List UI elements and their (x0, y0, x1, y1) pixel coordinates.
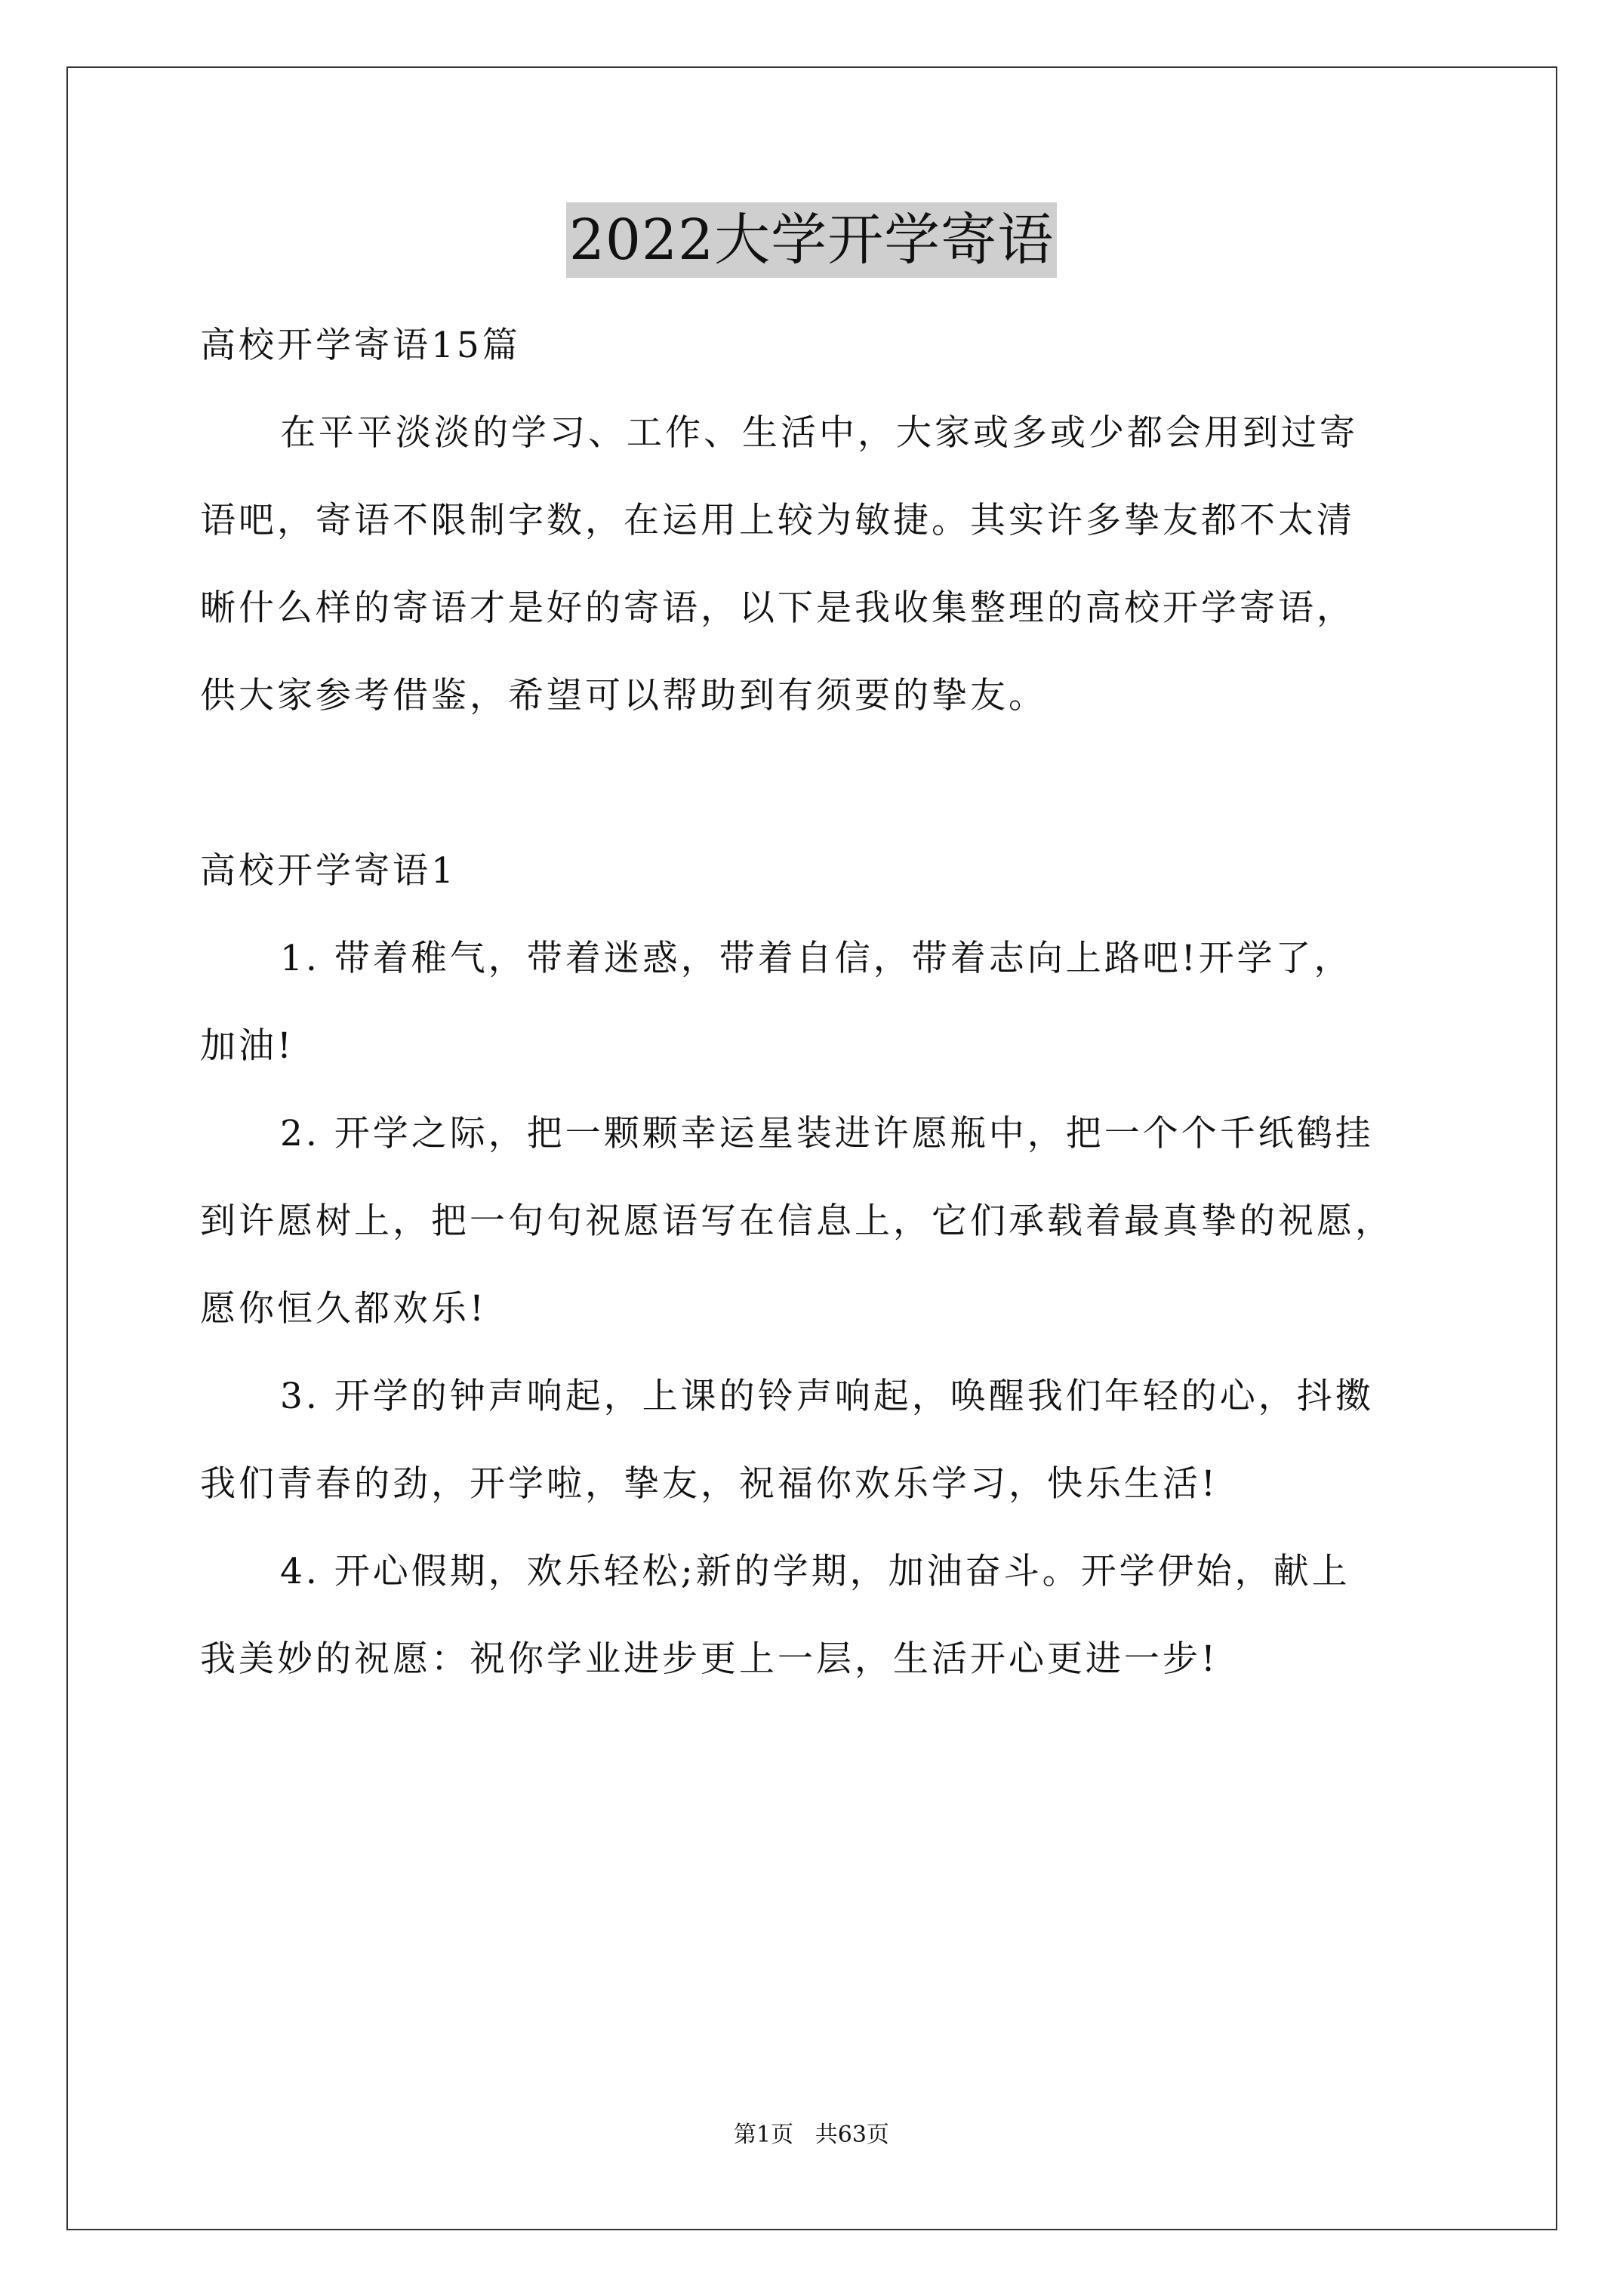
text-line: 1. 带着稚气，带着迷惑，带着自信，带着志向上路吧!开学了， (280, 938, 1353, 979)
text-line: 3. 开学的钟声响起，上课的铃声响起，唤醒我们年轻的心，抖擞 (280, 1376, 1374, 1417)
document-title: 2022大学开学寄语 (566, 202, 1057, 278)
text-line: 供大家参考借鉴，希望可以帮助到有须要的挚友。 (200, 675, 1047, 717)
text-line: 愿你恒久都欢乐! (200, 1288, 487, 1330)
text-line: 到许愿树上，把一句句祝愿语写在信息上，它们承载着最真挚的祝愿， (200, 1200, 1394, 1242)
text-line: 2. 开学之际，把一颗颗幸运星装进许愿瓶中，把一个个千纸鹤挂 (280, 1113, 1374, 1154)
document-body (200, 302, 1438, 1703)
text-line: 我美妙的祝愿：祝你学业进步更上一层，生活开心更进一步! (200, 1638, 1218, 1680)
text-line: 在平平淡淡的学习、工作、生活中，大家或多或少都会用到过寄 (280, 412, 1358, 454)
paragraph-gap (200, 740, 1438, 827)
text-line: 语吧，寄语不限制字数，在运用上较为敏捷。其实许多挚友都不太清 (200, 500, 1355, 541)
title-container (0, 202, 1623, 278)
text-line: 高校开学寄语15篇 (200, 325, 521, 366)
text-line: 晰什么样的寄语才是好的寄语，以下是我收集整理的高校开学寄语， (200, 587, 1355, 629)
text-line: 加油! (200, 1025, 294, 1067)
page-total: 共63页 (815, 2122, 889, 2148)
text-line: 我们青春的劲，开学啦，挚友，祝福你欢乐学习，快乐生活! (200, 1463, 1218, 1505)
page-number: 第1页 (734, 2122, 794, 2148)
section-heading: 高校开学寄语1 (200, 850, 457, 892)
page-footer (0, 2120, 1623, 2150)
text-line: 4. 开心假期，欢乐轻松;新的学期，加油奋斗。开学伊始，献上 (280, 1551, 1350, 1592)
